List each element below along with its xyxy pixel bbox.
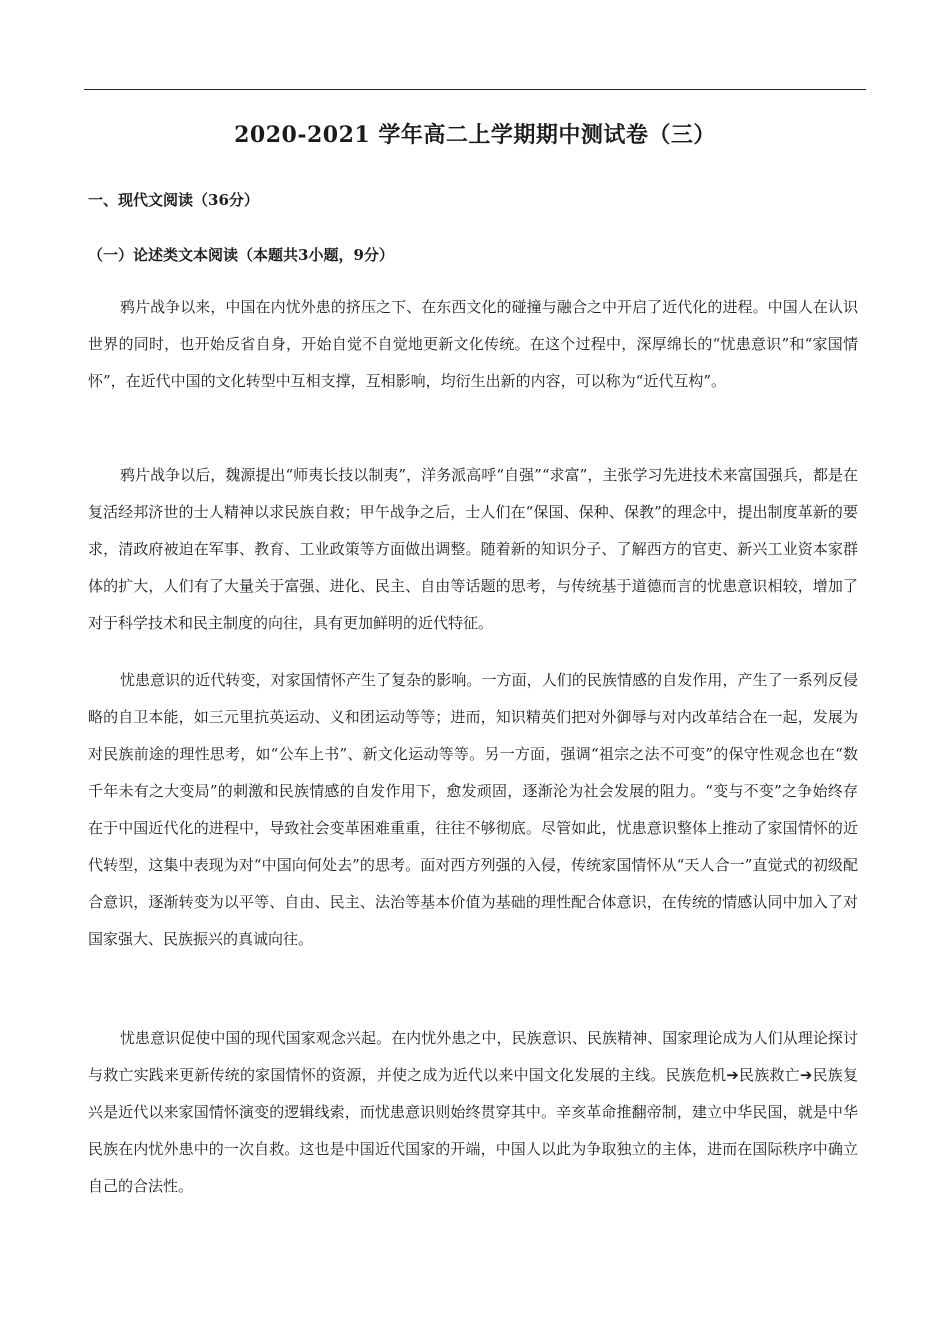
subsection-heading-argumentative-reading: （一）论述类文本阅读（本题共3小题，9分） [88, 246, 394, 264]
paragraph-3: 忧患意识的近代转变，对家国情怀产生了复杂的影响。一方面，人们的民族情感的自发作用，产生了一系列反侵略的自卫本能，如三元里抗英运动、义和团运动等等；进而，知识精英们把对外御辱与对内改革结合在一起，发展为对民族前途的理性思考，如“公车上书”、新文化运动等等。另一方面，强调“祖宗之法不可变”的保守性观念也在“数千年未有之大变局”的刺激和民族情感的自发作用下，愈发顽固，逐渐沦为社会发展的阻力。“变与不变”之争始终存在于中国近代化的进程中，导致社会变革困难重重，往往不够彻底。尽管如此，忧患意识整体上推动了家国情怀的近代转型，这集中表现为对“中国向何处去”的思考。面对西方列强的入侵，传统家国情怀从“天人合一”直觉式的初级配合意识，逐渐转变为以平等、自由、民主、法治等基本价值为基础的理性配合体意识，在传统的情感认同中加入了对国家强大、民族振兴的真诚向往。 [88, 671, 858, 948]
section-heading-modern-reading: 一、现代文阅读（36分） [88, 191, 259, 209]
paragraph-4: 忧患意识促使中国的现代国家观念兴起。在内忧外患之中，民族意识、民族精神、国家理论成为人们从理论探讨与救亡实践来更新传统的家国情怀的资源，并使之成为近代以来中国文化发展的主线。民族危机➔民族救亡➔民族复兴是近代以来家国情怀演变的逻辑线索，而忧患意识则始终贯穿其中。辛亥革命推翻帝制，建立中华民国，就是中华民族在内忧外患中的一次自救。这也是中国近代国家的开端，中国人以此为争取独立的主体，进而在国际秩序中确立自己的合法性。 [88, 1029, 858, 1195]
header-rule [84, 89, 866, 90]
paragraph-1: 鸦片战争以来，中国在内忧外患的挤压之下、在东西文化的碰撞与融合之中开启了近代化的进程。中国人在认识世界的同时，也开始反省自身，开始自觉不自觉地更新文化传统。在这个过程中，深厚绵长的“忧患意识”和“家国情怀”，在近代中国的文化转型中互相支撑，互相影响，均衍生出新的内容，可以称为“近代互构”。 [88, 298, 858, 390]
paragraph-2: 鸦片战争以后，魏源提出“师夷长技以制夷”，洋务派高呼“自强”“求富”，主张学习先进技术来富国强兵，都是在复活经邦济世的士人精神以求民族自救；甲午战争之后，士人们在“保国、保种、保教”的理念中，提出制度革新的要求，清政府被迫在军事、教育、工业政策等方面做出调整。随着新的知识分子、了解西方的官吏、新兴工业资本家群体的扩大，人们有了大量关于富强、进化、民主、自由等话题的思考，与传统基于道德而言的忧患意识相较，增加了对于科学技术和民主制度的向往，具有更加鲜明的近代特征。 [88, 466, 858, 632]
exam-title: 2020-2021 学年高二上学期期中测试卷（三） [234, 122, 716, 148]
